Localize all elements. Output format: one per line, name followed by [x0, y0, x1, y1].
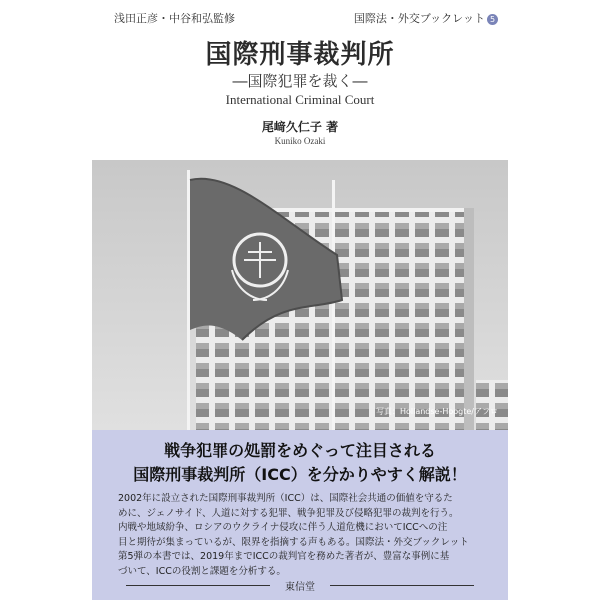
description-line: めに、ジェノサイド、人道に対する犯罪、戦争犯罪及び侵略犯罪の裁判を行う。 [118, 507, 459, 519]
description-line: 第5弾の本書では、2019年までICCの裁判官を務めた著者が、豊富な事例に基 [118, 551, 450, 562]
headline-line-1: 戦争犯罪の処罰をめぐって注目される [164, 441, 436, 460]
author-name: 尾﨑久仁子 著 [261, 120, 339, 134]
headline-line-2: 国際刑事裁判所（ICC）を分かりやすく解説！ [133, 465, 467, 484]
description-line: 内戦や地域紛争、ロシアのウクライナ侵攻に伴う人道危機においてICCへの注 [118, 522, 448, 533]
series-number-badge: 5 [487, 14, 498, 25]
english-title: International Criminal Court [225, 92, 375, 107]
cover-header [92, 0, 508, 160]
building-flag-photo [92, 160, 508, 430]
description-text [118, 492, 486, 579]
description-panel [92, 430, 508, 600]
description-line: 2002年に設立された国際刑事裁判所（ICC）は、国際社会共通の価値を守るた [118, 493, 453, 504]
series-label [354, 10, 498, 26]
description-line: づいて、ICCの役割と課題を分析する。 [118, 565, 286, 577]
cover-photo [92, 160, 508, 430]
book-front [92, 0, 508, 600]
series-name: 国際法・外交ブックレット [353, 12, 485, 25]
description-line: 目と期待が集まっているが、限界を指摘する声もある。国際法・外交ブックレット [118, 536, 469, 548]
author-name-english: Kuniko Ozaki [274, 136, 326, 146]
supervisor-label: 浅田正彦・中谷和弘監修 [114, 12, 235, 25]
publisher-name: 東信堂 [270, 578, 330, 593]
book-title: 国際刑事裁判所 [205, 40, 395, 70]
photo-credit: 写真：Hollandse-Hoogte/アフロ [375, 407, 498, 416]
book-subtitle: ―国際犯罪を裁く― [232, 72, 368, 90]
